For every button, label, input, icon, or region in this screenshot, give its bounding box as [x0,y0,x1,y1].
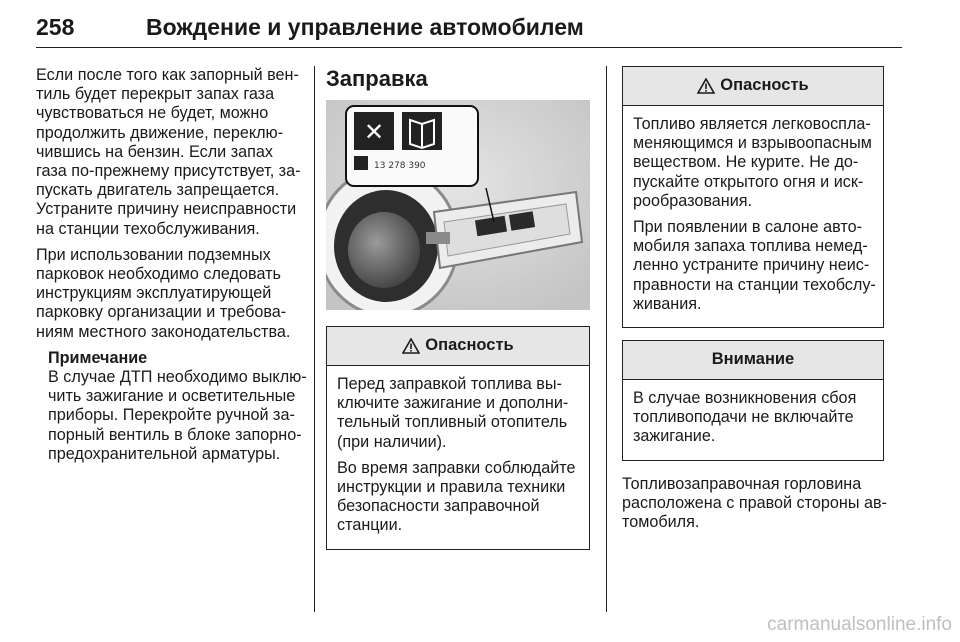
text-line: продолжить движение, переклю- [36,123,284,142]
fuel-filler-flap-figure [326,100,590,310]
text-line: Если после того как запорный вен- [36,66,299,84]
text-line: топливоподачи не включайте [633,408,854,427]
text-line: Перед заправкой топлива вы- [337,375,562,393]
caution-box-body [623,380,883,460]
text-line: станции. [337,516,403,535]
column-1 [36,66,307,464]
text-line: При появлении в салоне авто- [633,218,863,237]
text-line: правности на станции техобслу- [633,275,876,294]
text-line: парковку организации и требова- [36,303,287,322]
column-3 [622,66,887,539]
text-line: порный вентиль в блоке запорно- [48,425,302,444]
text-line: томобиля. [622,513,700,532]
text-line: инструкциям эксплуатирующей [36,284,272,303]
caution-box-header [623,341,883,380]
text-line: на станции техобслуживания. [36,219,260,238]
paragraph-parking [36,246,304,342]
caution-box [622,340,884,461]
caution-paragraph [633,389,873,447]
text-line: чувствоваться не будет, можно [36,104,269,123]
column-divider [606,66,607,612]
text-line: тельный топливный отопитель [337,413,568,432]
danger-paragraph [633,115,873,211]
figure-code-label: 13 278 390 [374,161,426,171]
text-line: ниям местного законодательства. [36,322,291,341]
paragraph-filler-neck [622,474,887,533]
danger-box-header [327,327,589,366]
text-line: ключите зажигание и дополни- [337,394,569,413]
danger-paragraph [337,459,579,536]
text-line: В случае возникновения сбоя [633,389,857,408]
text-line: рообразования. [633,191,753,210]
warning-icon [697,78,715,94]
text-line: При использовании подземных [36,245,271,264]
caution-box-title: Внимание [711,350,795,369]
text-line: приборы. Перекройте ручной за- [48,406,295,425]
danger-box-body [327,366,589,549]
danger-box-title: Опасность [720,76,809,95]
column-divider [314,66,315,612]
text-line: Топливо является легковоспла- [633,115,871,133]
text-line: ленно устраните причину неис- [633,256,870,275]
text-line: предохранительной арматуры. [48,444,281,463]
text-line: веществом. Не курите. Не до- [633,153,859,172]
page-header [36,14,902,44]
text-line: газа по-прежнему присутствует, за- [36,162,301,181]
text-line: (при наличии). [337,432,447,451]
danger-box [622,66,884,328]
text-line: В случае ДТП необходимо выклю- [48,368,307,387]
site-watermark: carmanualsonline.info [767,614,952,635]
note-block [48,348,307,464]
text-line: безопасности заправочной [337,497,540,516]
text-line: тиль будет перекрыт запах газа [36,85,275,104]
text-line: зажигание. [633,427,716,446]
svg-text:✕: ✕ [363,118,385,146]
text-line: Устраните причину неисправности [36,200,297,219]
text-line: Топливозаправочная горловина [622,474,862,493]
text-line: пускайте открытого огня и иск- [633,172,864,191]
text-line: расположена с правой стороны ав- [622,493,887,512]
danger-paragraph [633,218,876,314]
danger-box-body [623,106,883,327]
text-line: инструкции и правила техники [337,478,566,497]
danger-paragraph [337,375,579,452]
header-rule [36,47,902,48]
fuel-flap-illustration [326,100,590,310]
paragraph-gas-smell [36,66,304,239]
text-line: Во время заправки соблюдайте [337,458,576,477]
text-line: пускать двигатель запрещается. [36,181,280,200]
section-title-refueling: Заправка [326,66,428,91]
chapter-title: Вождение и управление автомобилем [146,14,584,40]
danger-box [326,326,590,550]
note-title: Примечание [48,348,148,367]
text-line: мобиля запаха топлива немед- [633,237,868,256]
page-number: 258 [36,14,75,40]
text-line: чить зажигание и осветительные [48,387,296,406]
text-line: чившись на бензин. Если запах [36,142,273,161]
danger-box-header [623,67,883,106]
text-line: меняющимся и взрывоопасным [633,134,872,153]
warning-icon [402,338,420,354]
column-2 [326,66,594,550]
danger-box-title: Опасность [425,336,514,355]
text-line: живания. [633,294,702,313]
text-line: парковок необходимо следовать [36,265,281,284]
